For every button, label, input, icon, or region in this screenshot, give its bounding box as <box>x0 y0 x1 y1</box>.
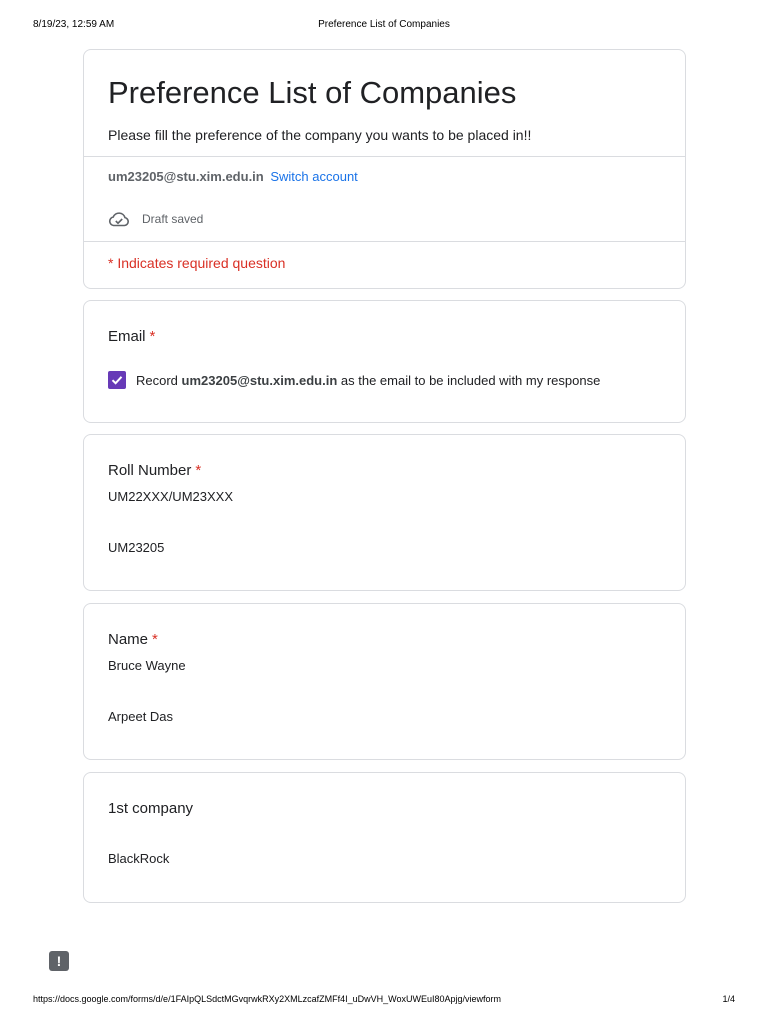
first-company-question-card <box>83 772 686 903</box>
page-url: https://docs.google.com/forms/d/e/1FAIpQLSdctMGvqrwkRXy2XMLzcafZMFf4I_uDwVH_WoxUWEuI80Apjg/viewform <box>33 994 501 1004</box>
required-asterisk: * <box>152 631 158 648</box>
required-asterisk: * <box>149 328 156 345</box>
form-header-card <box>83 49 686 289</box>
draft-status-label: Draft saved <box>142 212 204 226</box>
draft-status <box>108 208 203 230</box>
question-label <box>108 631 158 648</box>
checkbox-email: um23205@stu.xim.edu.in <box>181 373 338 388</box>
question-label-text: Name <box>108 631 149 648</box>
record-email-checkbox[interactable] <box>108 371 126 389</box>
switch-account-link[interactable]: Switch account <box>270 169 358 184</box>
name-question-card <box>83 603 686 760</box>
checkbox-suffix: as the email to be included with my response <box>340 373 601 388</box>
header-divider <box>84 156 685 157</box>
roll-number-question-card <box>83 434 686 591</box>
page-number: 1/4 <box>722 994 735 1004</box>
question-label <box>108 462 201 479</box>
form-title: Preference List of Companies <box>108 75 517 110</box>
print-header <box>33 19 735 33</box>
name-answer[interactable]: Arpeet Das <box>108 709 174 724</box>
cloud-check-icon <box>108 211 130 227</box>
question-label-text: Roll Number <box>108 462 192 479</box>
form-description: Please fill the preference of the company you wants to be placed in!! <box>108 127 532 143</box>
question-description: UM22XXX/UM23XXX <box>108 489 233 504</box>
checkbox-prefix: Record <box>136 373 178 388</box>
question-label-text: Email <box>108 328 146 345</box>
email-question-card <box>83 300 686 423</box>
question-label <box>108 328 155 345</box>
header-divider-2 <box>84 241 685 242</box>
record-email-label <box>136 373 600 388</box>
question-description: Bruce Wayne <box>108 658 186 673</box>
account-line <box>108 169 358 184</box>
question-label: 1st company <box>108 800 194 817</box>
account-email: um23205@stu.xim.edu.in <box>108 169 264 184</box>
print-datetime: 8/19/23, 12:59 AM <box>33 19 115 30</box>
required-asterisk: * <box>195 462 202 479</box>
print-title: Preference List of Companies <box>318 19 450 30</box>
first-company-answer[interactable]: BlackRock <box>108 851 170 866</box>
print-footer <box>33 994 735 1008</box>
roll-number-answer[interactable]: UM23205 <box>108 540 165 555</box>
feedback-icon[interactable]: ! <box>49 951 69 971</box>
check-icon <box>110 373 124 387</box>
required-note: * Indicates required question <box>108 255 286 271</box>
